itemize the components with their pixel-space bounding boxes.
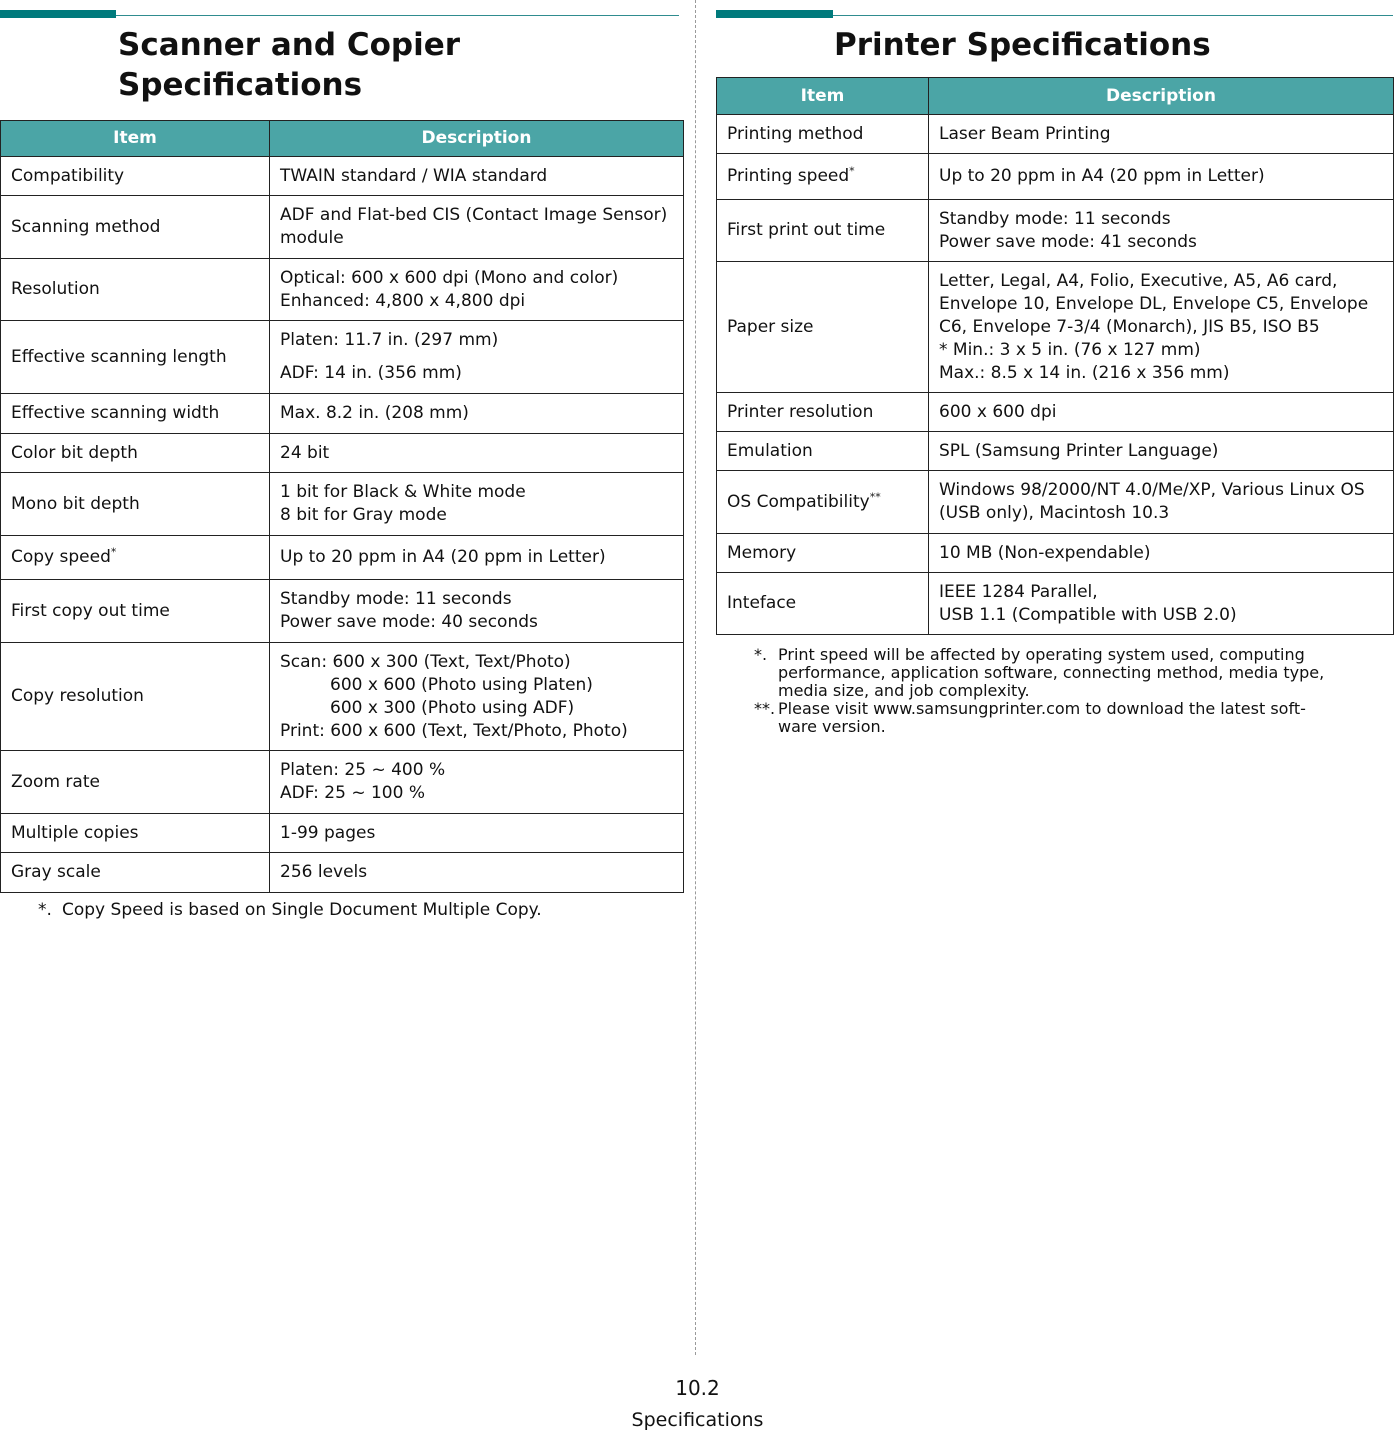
item-label: Printing speed (727, 166, 850, 186)
footnote (754, 700, 1384, 736)
section-accent-bar (0, 10, 116, 18)
row-item (717, 471, 929, 534)
table-row (717, 115, 1394, 154)
footnote-line: Please visit www.samsungprinter.com to download the latest soft- (778, 699, 1306, 718)
row-description (929, 262, 1394, 393)
row-item: Compatibility (1, 157, 270, 196)
table-row (1, 473, 684, 536)
footnote-marker: *. (38, 900, 52, 920)
description-line: Up to 20 ppm in A4 (20 ppm in Letter) (280, 547, 606, 567)
row-description (270, 473, 684, 536)
column-header-description: Description (929, 78, 1394, 115)
table-row (1, 580, 684, 643)
section-rule (833, 15, 1393, 16)
description-line: 600 x 600 dpi (939, 401, 1057, 422)
column-header-item: Item (1, 121, 270, 157)
footnote-reference: * (110, 545, 117, 559)
description-line: Enhanced: 4,800 x 4,800 dpi (280, 290, 526, 311)
scanner-footnote (38, 901, 542, 919)
row-description (270, 196, 684, 259)
row-item: Copy resolution (1, 643, 270, 751)
row-description (270, 643, 684, 751)
row-description (270, 580, 684, 643)
footnote-line: performance, application software, connecting method, media type, (778, 663, 1325, 682)
row-description (929, 432, 1394, 471)
description-line: 1 bit for Black & White mode (280, 482, 526, 502)
description-line: 600 x 300 (Photo using ADF) (330, 697, 575, 718)
row-description (929, 154, 1394, 200)
row-item: Gray scale (1, 853, 270, 893)
row-item: First copy out time (1, 580, 270, 643)
column-header-description: Description (270, 121, 684, 157)
description-line: Laser Beam Printing (939, 123, 1111, 144)
printer-spec-table (716, 77, 1394, 635)
table-row (717, 200, 1394, 262)
row-item: Mono bit depth (1, 473, 270, 536)
description-line: 600 x 600 (Photo using Platen) (330, 674, 593, 695)
description-line: Windows 98/2000/NT 4.0/Me/XP, Various Linux OS (939, 480, 1365, 500)
row-description (270, 751, 684, 814)
row-item: Printer resolution (717, 393, 929, 432)
row-description (270, 157, 684, 196)
footnote-text: Copy Speed is based on Single Document Multiple Copy. (62, 900, 542, 920)
row-description (270, 536, 684, 580)
row-item: Color bit depth (1, 434, 270, 473)
row-description (929, 115, 1394, 154)
description-line: Standby mode: 11 seconds (280, 589, 512, 609)
table-row (1, 259, 684, 321)
scanner-title-line2: Specifications (118, 67, 363, 103)
footnote-text (778, 700, 1306, 736)
description-line: Platen: 25 ~ 400 % (280, 760, 446, 780)
column-header-item: Item (717, 78, 929, 115)
description-line: Power save mode: 41 seconds (939, 231, 1197, 252)
description-line: 24 bit (280, 442, 330, 463)
row-description (929, 573, 1394, 635)
row-description (929, 534, 1394, 573)
description-line: Power save mode: 40 seconds (280, 612, 538, 632)
table-row (1, 751, 684, 814)
description-line: Print: 600 x 600 (Text, Text/Photo, Photo) (280, 720, 628, 741)
table-row (717, 432, 1394, 471)
row-item: Printing method (717, 115, 929, 154)
footnote-reference: ** (869, 489, 881, 503)
description-line: Letter, Legal, A4, Folio, Executive, A5, A6 card, (939, 270, 1338, 291)
row-description (929, 393, 1394, 432)
footnote-line: Print speed will be affected by operating system used, computing (778, 645, 1305, 664)
scanner-title (118, 25, 460, 105)
footer-section-name: Specifications (631, 1409, 764, 1431)
table-row (1, 434, 684, 473)
description-line: * Min.: 3 x 5 in. (76 x 127 mm) (939, 339, 1201, 360)
description-line: Max.: 8.5 x 14 in. (216 x 356 mm) (939, 362, 1230, 383)
section-rule (116, 15, 679, 16)
row-description (270, 321, 684, 394)
item-label: OS Compatibility (727, 491, 870, 512)
row-item (717, 154, 929, 200)
row-description (270, 814, 684, 853)
row-item: Memory (717, 534, 929, 573)
printer-title: Printer Specifications (834, 27, 1211, 63)
description-line: SPL (Samsung Printer Language) (939, 440, 1219, 461)
description-line: 10 MB (Non-expendable) (939, 542, 1151, 563)
table-row (1, 394, 684, 434)
description-line: ADF: 25 ~ 100 % (280, 783, 425, 803)
footnote-marker: **. (754, 699, 776, 718)
footnote-marker: *. (754, 645, 768, 664)
description-line: Envelope 10, Envelope DL, Envelope C5, Envelope (939, 293, 1369, 314)
description-line: Standby mode: 11 seconds (939, 208, 1171, 229)
column-divider (695, 0, 696, 1355)
row-item: Zoom rate (1, 751, 270, 814)
table-row (717, 393, 1394, 432)
description-line: USB 1.1 (Compatible with USB 2.0) (939, 604, 1237, 625)
row-description (270, 394, 684, 434)
scanner-spec-table (0, 120, 684, 893)
table-row (1, 536, 684, 580)
description-line: 8 bit for Gray mode (280, 505, 447, 525)
description-line: C6, Envelope 7-3/4 (Monarch), JIS B5, ISO B5 (939, 316, 1320, 337)
footnote-line: media size, and job complexity. (778, 681, 1030, 700)
table-row (1, 196, 684, 259)
footnote (754, 646, 1384, 700)
printer-footnotes (754, 646, 1384, 736)
page-number: 10.2 (675, 1376, 720, 1400)
footnote-text (778, 646, 1324, 700)
description-line: Optical: 600 x 600 dpi (Mono and color) (280, 267, 619, 288)
description-line: Max. 8.2 in. (208 mm) (280, 403, 469, 423)
row-item (1, 536, 270, 580)
description-line: Platen: 11.7 in. (297 mm) (280, 330, 499, 350)
table-row (717, 534, 1394, 573)
row-item: Scanning method (1, 196, 270, 259)
row-item: Effective scanning width (1, 394, 270, 434)
description-line: ADF: 14 in. (356 mm) (280, 363, 462, 383)
description-line: IEEE 1284 Parallel, (939, 581, 1098, 602)
description-line: TWAIN standard / WIA standard (280, 165, 548, 186)
row-item: First print out time (717, 200, 929, 262)
row-item: Multiple copies (1, 814, 270, 853)
row-description (270, 259, 684, 321)
row-description (270, 853, 684, 893)
footnote-reference: * (849, 164, 855, 178)
table-row (1, 814, 684, 853)
row-item: Resolution (1, 259, 270, 321)
footnote-line: ware version. (778, 717, 886, 736)
table-row (717, 154, 1394, 200)
table-row (1, 643, 684, 751)
row-description (929, 200, 1394, 262)
table-row (1, 321, 684, 394)
item-label: Copy speed (11, 547, 111, 567)
description-line: 256 levels (280, 862, 368, 882)
table-row (1, 157, 684, 196)
scanner-title-line1: Scanner and Copier (118, 27, 461, 63)
section-accent-bar (716, 10, 833, 18)
row-item: Inteface (717, 573, 929, 635)
description-line: Scan: 600 x 300 (Text, Text/Photo) (280, 651, 571, 672)
description-line: (USB only), Macintosh 10.3 (939, 503, 1170, 523)
description-line: Up to 20 ppm in A4 (20 ppm in Letter) (939, 166, 1265, 186)
table-row (717, 573, 1394, 635)
description-line: module (280, 228, 344, 248)
row-item: Emulation (717, 432, 929, 471)
table-row (717, 262, 1394, 393)
row-item: Paper size (717, 262, 929, 393)
table-row (717, 471, 1394, 534)
table-row (1, 853, 684, 893)
row-description (929, 471, 1394, 534)
row-item: Effective scanning length (1, 321, 270, 394)
row-description (270, 434, 684, 473)
description-line: ADF and Flat-bed CIS (Contact Image Sensor) (280, 205, 668, 225)
description-line: 1-99 pages (280, 822, 376, 843)
